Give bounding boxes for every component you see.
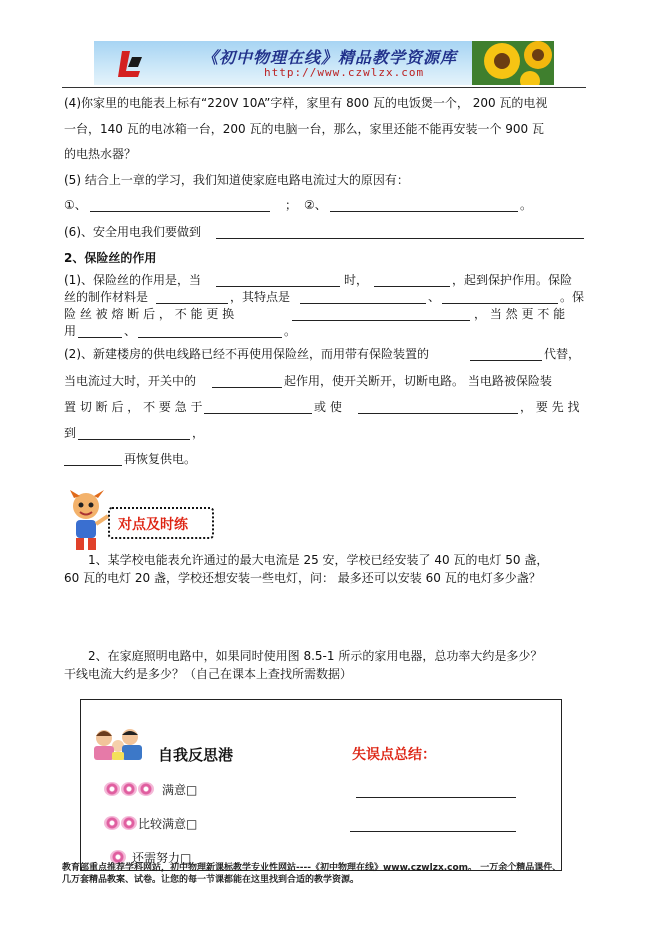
s2-p1-d: 丝的制作材料是 — [64, 290, 149, 304]
s2-p1-j: 用 — [64, 324, 77, 338]
summary-line[interactable] — [356, 797, 516, 798]
blank-line[interactable] — [470, 360, 542, 361]
site-logo — [116, 47, 146, 79]
s2-p1-f: 、 — [428, 290, 441, 304]
blank-line[interactable] — [374, 286, 450, 287]
q5-separator: ； — [285, 198, 298, 212]
banner-url[interactable]: http://www.czwlzx.com — [264, 66, 425, 79]
flower-icon — [104, 782, 120, 796]
s2-p2-c: 当电流过大时，开关中的 — [64, 374, 197, 388]
footer-line-2: 几万套精品教案、试卷。让您的每一节课都能在这里找到合适的教学资源。 — [62, 875, 360, 885]
blank-line[interactable] — [212, 387, 282, 388]
flower-icon — [138, 782, 154, 796]
blank-line[interactable] — [64, 465, 122, 466]
s2-p2-b: 代替， — [544, 347, 581, 361]
s2-p1-k: 、 — [124, 324, 137, 338]
blank-line[interactable] — [292, 320, 470, 321]
s2-p1-b: 时， — [344, 273, 369, 287]
rating-flowers-3 — [104, 782, 154, 796]
s2-p1-a: (1)、保险丝的作用是，当 — [64, 273, 201, 287]
option-fairly-satisfied[interactable]: 比较满意□ — [138, 817, 198, 831]
s2-p1-e: ，其特点是 — [230, 290, 291, 304]
s2-p2-a: (2)、新建楼房的供电线路已经不再使用保险丝，而用带有保险装置的 — [64, 347, 430, 361]
flower-icon — [121, 816, 137, 830]
summary-line[interactable] — [350, 831, 516, 832]
blank-line[interactable] — [300, 303, 426, 304]
q5-end: 。 — [520, 198, 533, 212]
family-icon — [90, 728, 148, 760]
section-heading: 2、保险丝的作用 — [64, 251, 157, 265]
flower-icon — [104, 816, 120, 830]
blank-line[interactable] — [90, 211, 270, 212]
s2-p2-j: 再恢复供电。 — [124, 452, 197, 466]
reflection-title: 自我反思港 — [158, 746, 234, 764]
blank-line[interactable] — [216, 286, 340, 287]
cartoon-mascot-icon — [64, 490, 110, 552]
sunflower-icon — [472, 41, 554, 85]
s2-p2-g: ， 要 先 找 — [520, 400, 580, 414]
s2-p2-i: ， — [192, 426, 205, 440]
practice-q2-line-1: 2、在家庭照明电路中，如果同时使用图 8.5-1 所示的家用电器，总功率大约是多少？ — [88, 649, 543, 663]
s2-p2-d: 起作用，使开关断开，切断电路。 当电路被保险装 — [284, 374, 552, 388]
s2-p1-l: 。 — [284, 324, 297, 338]
s2-p2-e: 置 切 断 后 ， 不 要 急 于 — [64, 400, 203, 414]
option-satisfied[interactable]: 满意□ — [162, 783, 198, 797]
practice-q1-line-2: 60 瓦的电灯 20 盏，学校还想安装一些电灯，问： 最多还可以安装 60 瓦的电灯多少盏？ — [64, 571, 541, 585]
practice-q1-line-1: 1、某学校电能表允许通过的最大电流是 25 安，学校已经安装了 40 瓦的电灯 50 盏， — [88, 553, 549, 567]
blank-line[interactable] — [442, 303, 558, 304]
rating-flowers-2 — [104, 816, 137, 830]
blank-line[interactable] — [204, 413, 312, 414]
s2-p1-c: ，起到保护作用。保险 — [452, 273, 573, 287]
header-rule — [62, 87, 586, 88]
footer-note — [62, 862, 592, 886]
blank-line[interactable] — [156, 303, 228, 304]
s2-p2-h: 到 — [64, 426, 77, 440]
q5-mark-2: ②、 — [304, 198, 327, 212]
s2-p1-g: 。保 — [560, 290, 585, 304]
q4-line-2: 一台，140 瓦的电冰箱一台，200 瓦的电脑一台，那么，家里还能不能再安装一个 900 瓦 — [64, 122, 544, 136]
q4-line-3: 的电热水器？ — [64, 147, 137, 161]
s2-p2-f: 或 使 — [314, 400, 342, 414]
q5-mark-1: ①、 — [64, 198, 87, 212]
footer-line-1: 教育部重点推荐学科网站，初中物理新课标教学专业性网站----《初中物理在线》www.czwlzx.com。 一万余个精品课件、 — [62, 863, 562, 873]
practice-badge-label: 对点及时练 — [118, 517, 188, 533]
s2-p1-i: ， 当 然 更 不 能 — [474, 307, 566, 321]
practice-q2-line-2: 干线电流大约是多少？（自己在课本上查找所需数据） — [64, 667, 353, 681]
q4-line-1: (4)你家里的电能表上标有“220V 10A”字样，家里有 800 瓦的电饭煲一个， 200 瓦的电视 — [64, 96, 548, 110]
q5-line-1: (5) 结合上一章的学习，我们知道使家庭电路电流过大的原因有： — [64, 173, 409, 187]
error-summary-title: 失误点总结： — [352, 747, 436, 763]
blank-line[interactable] — [358, 413, 518, 414]
blank-line[interactable] — [78, 337, 122, 338]
option-needs-effort[interactable]: 还需努力□ — [132, 851, 192, 865]
q6-label: (6)、安全用电我们要做到 — [64, 225, 201, 239]
flower-icon — [121, 782, 137, 796]
s2-p1-h: 险 丝 被 熔 断 后 ， 不 能 更 换 — [64, 307, 235, 321]
practice-badge — [108, 507, 214, 539]
header-banner — [94, 41, 554, 85]
blank-line[interactable] — [216, 238, 584, 239]
banner-title: 《初中物理在线》精品教学资源库 — [202, 48, 458, 67]
blank-line[interactable] — [330, 211, 518, 212]
blank-line[interactable] — [78, 439, 190, 440]
blank-line[interactable] — [138, 337, 282, 338]
